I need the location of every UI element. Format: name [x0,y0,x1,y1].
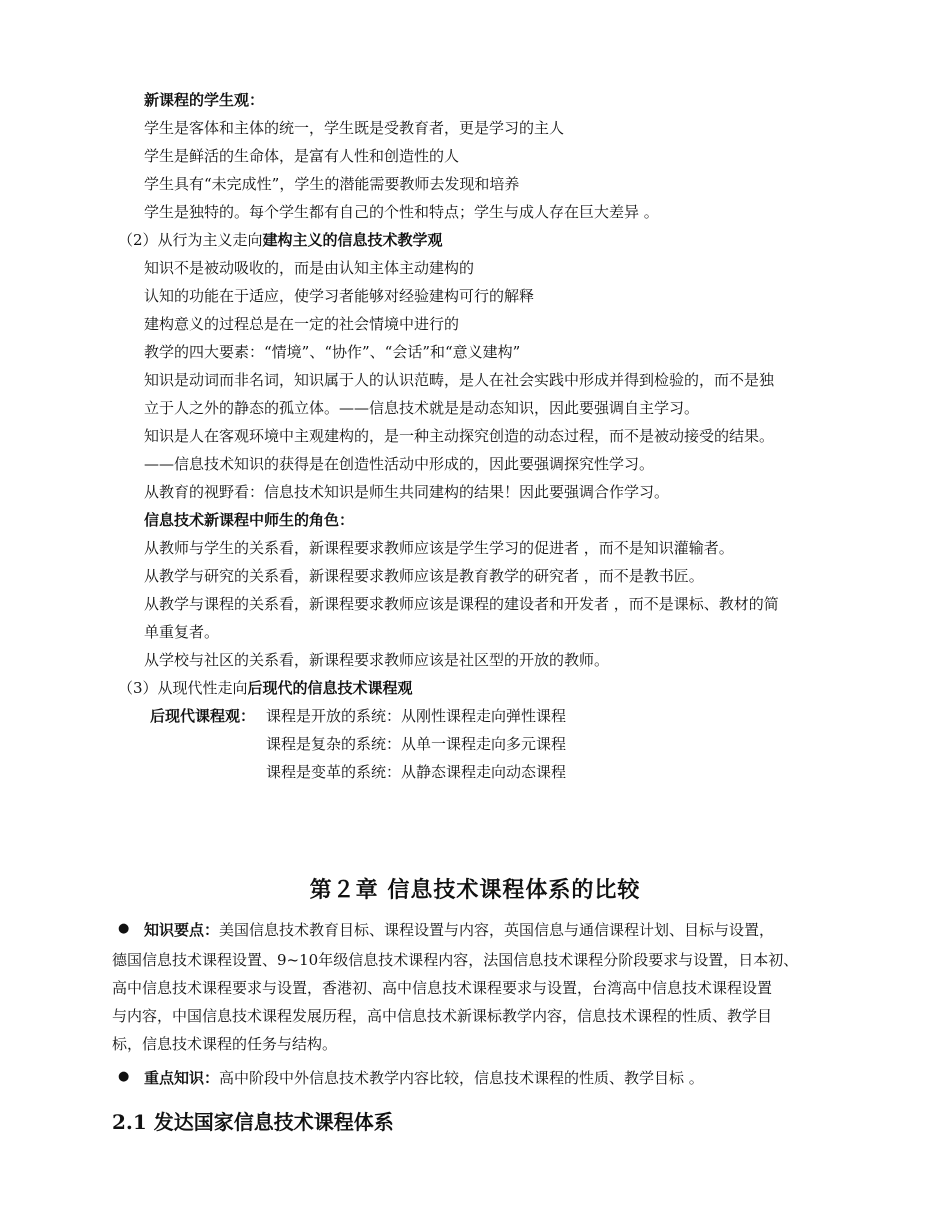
key-points-label: 知识要点： [144,921,220,939]
important-label: 重点知识： [144,1069,220,1087]
role-item: 单重复者。 [144,623,220,641]
section-title: 2.1 发达国家信息技术课程体系 [112,1110,394,1134]
role-item: 从学校与社区的关系看，新课程要求教师应该是社区型的开放的教师。 [144,651,610,669]
section3-heading-bold: 后现代的信息技术课程观 [247,679,413,697]
section2-heading-bold: 建构主义的信息技术教学观 [262,231,443,249]
section3-heading [118,678,413,698]
important-text: 高中阶段中外信息技术教学内容比较，信息技术课程的性质、教学目标 。 [219,1069,704,1087]
constructivism-item: ——信息技术知识的获得是在创造性活动中形成的，因此要强调探究性学习。 [144,455,655,473]
constructivism-item: 从教育的视野看：信息技术知识是师生共同建构的结果！因此要强调合作学习。 [144,483,670,501]
bullet-dot: ● [118,1069,130,1084]
constructivism-item: 教学的四大要素：“情境”、“协作”、“会话”和“意义建构” [144,343,521,361]
section2-heading [118,230,443,250]
key-points-line: 德国信息技术课程设置、9~10年级信息技术课程内容，法国信息技术课程分阶段要求与设置，日本初、 [112,951,799,969]
important-knowledge [144,1068,704,1088]
constructivism-item: 立于人之外的静态的孤立体。——信息技术就是是动态知识，因此要强调自主学习。 [144,399,700,417]
key-points-first-line [144,920,774,940]
role-item: 从教学与研究的关系看，新课程要求教师应该是教育教学的研究者 ，而不是教书匠。 [144,567,704,585]
student-view-item: 学生是鲜活的生命体，是富有人性和创造性的人 [144,147,460,165]
role-item: 从教学与课程的关系看，新课程要求教师应该是课程的建设者和开发者 ，而不是课标、教材的简 [144,595,779,613]
key-points-line: 高中信息技术课程要求与设置，香港初、高中信息技术课程要求与设置，台湾高中信息技术课程设置 [112,979,773,997]
constructivism-item: 建构意义的过程总是在一定的社会情境中进行的 [144,315,460,333]
postmodern-item: 课程是开放的系统：从刚性课程走向弹性课程 [266,707,567,725]
section2-heading-prefix: （2）从行为主义走向 [118,231,263,249]
student-view-item: 学生是独特的。每个学生都有自己的个性和特点；学生与成人存在巨大差异 。 [144,203,659,221]
student-view-heading: 新课程的学生观： [144,91,265,109]
key-points-line: 标，信息技术课程的任务与结构。 [112,1035,338,1053]
bullet-dot: ● [118,921,130,936]
constructivism-item: 知识是人在客观环境中主观建构的，是一种主动探究创造的动态过程，而不是被动接受的结果。 [144,427,775,445]
role-item: 从教师与学生的关系看，新课程要求教师应该是学生学习的促进者 ，而不是知识灌输者。 [144,539,734,557]
key-points-text: 美国信息技术教育目标、课程设置与内容，英国信息与通信课程计划、目标与设置， [219,921,775,939]
key-points-line: 与内容，中国信息技术课程发展历程，高中信息技术新课标教学内容，信息技术课程的性质、教学目 [112,1007,773,1025]
postmodern-item: 课程是复杂的系统：从单一课程走向多元课程 [266,735,567,753]
postmodern-item: 课程是变革的系统：从静态课程走向动态课程 [266,763,567,781]
roles-heading: 信息技术新课程中师生的角色： [144,511,355,529]
postmodern-label: 后现代课程观： [150,707,256,725]
constructivism-item: 知识是动词而非名词，知识属于人的认识范畴，是人在社会实践中形成并得到检验的，而不是独 [144,371,775,389]
constructivism-item: 知识不是被动吸收的，而是由认知主体主动建构的 [144,259,475,277]
student-view-item: 学生是客体和主体的统一，学生既是受教育者，更是学习的主人 [144,119,565,137]
section3-heading-prefix: （3）从现代性走向 [118,679,248,697]
constructivism-item: 认知的功能在于适应，使学习者能够对经验建构可行的解释 [144,287,535,305]
chapter-title: 第２章 信息技术课程体系的比较 [309,877,641,903]
student-view-item: 学生具有“未完成性”，学生的潜能需要教师去发现和培养 [144,175,520,193]
